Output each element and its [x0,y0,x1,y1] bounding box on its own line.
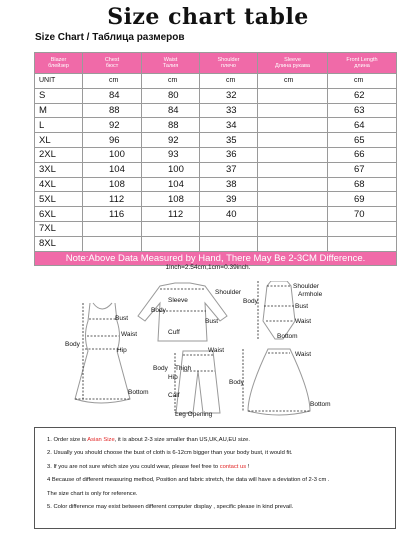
value-cell: 104 [142,177,200,192]
header-cell: Front Length длина [328,53,397,74]
diagram-label: Bust [115,315,129,322]
table-row [35,118,397,133]
value-cell: 108 [142,192,200,207]
size-cell: XL [35,133,83,148]
size-cell: 3XL [35,162,83,177]
value-cell: 38 [200,177,258,192]
value-cell [258,147,328,162]
note-1: 1. Order size is Asian Size, it is about 2-3 size smaller than US,UK,AU,EU size. [47,437,250,443]
unit-cell: cm [83,74,142,89]
value-cell: 64 [328,118,397,133]
unit-cell: cm [258,74,328,89]
value-cell [258,88,328,103]
diagram-label: Calf [168,392,180,399]
value-cell: 92 [142,133,200,148]
diagram-label: Bust [205,318,219,325]
value-cell: 116 [83,207,142,222]
value-cell [83,221,142,236]
diagram-label: Body [229,379,244,386]
value-cell: 70 [328,207,397,222]
diagram-label: Sleeve [168,297,188,304]
size-cell: 8XL [35,236,83,251]
size-cell: 4XL [35,177,83,192]
diagram-label: Bottom [128,389,149,396]
size-cell: M [35,103,83,118]
size-cell: L [35,118,83,133]
diagram-label: Waist [121,331,138,338]
diagram-label: Body [65,341,80,348]
conversion-text: 1inch=2.54cm,1cm=0.39inch. [165,264,251,271]
diagram-label: Leg Opening [175,411,213,418]
table-row [35,133,397,148]
diagram-label: Hip [168,374,178,381]
value-cell: 92 [83,118,142,133]
value-cell [258,221,328,236]
measurement-diagrams [55,281,375,421]
diagram-label: Waist [208,347,225,354]
diagram-label: Shoulder [215,289,242,296]
value-cell: 65 [328,133,397,148]
size-table [34,52,397,266]
table-row [35,88,397,103]
value-cell [258,192,328,207]
value-cell: 104 [83,162,142,177]
header-cell: Blazer блейзер [35,53,83,74]
value-cell: 37 [200,162,258,177]
value-cell [258,207,328,222]
size-cell: 2XL [35,147,83,162]
header-cell: Sleeve Длина рукава [258,53,328,74]
value-cell: 66 [328,147,397,162]
note-2: 2. Usually you should choose the bust of cloth is 6-12cm bigger than your body bust, it would fit. [47,450,293,457]
value-cell: 80 [142,88,200,103]
value-cell: 67 [328,162,397,177]
notes-box [34,427,396,529]
page-subtitle: Size Chart / Таблица размеров [35,32,185,43]
table-row [35,192,397,207]
diagram-label: Shoulder [293,283,320,290]
value-cell: 62 [328,88,397,103]
diagram-label: Waist [295,318,312,325]
unit-row [35,74,397,89]
value-cell: 32 [200,88,258,103]
table-row [35,236,397,251]
unit-cell: cm [200,74,258,89]
unit-cell: cm [142,74,200,89]
value-cell [142,236,200,251]
value-cell [258,118,328,133]
diagram-label: Body [153,365,168,372]
measurement-note: Note:Above Data Measured by Hand, There May Be 2-3CM Difference. [35,251,397,266]
diagram-label: Bust [295,303,309,310]
diagram-label: Body [243,298,258,305]
value-cell [258,236,328,251]
header-cell: Waist Талия [142,53,200,74]
value-cell: 93 [142,147,200,162]
value-cell [83,236,142,251]
diagram-label: Hip [117,347,127,354]
table-header-row [35,53,397,74]
diagram-label: Bottom [310,401,331,408]
value-cell: 88 [83,103,142,118]
diagram-label: Thigh [175,365,192,372]
value-cell [328,221,397,236]
table-row [35,177,397,192]
value-cell: 88 [142,118,200,133]
page-title: Size chart table [107,4,309,30]
diagram-label: Armhole [298,291,323,298]
value-cell [258,103,328,118]
note-4b: The size chart is only for reference. [47,490,138,497]
value-cell: 112 [83,192,142,207]
table-row [35,221,397,236]
table-row [35,162,397,177]
unit-cell: cm [328,74,397,89]
value-cell: 108 [83,177,142,192]
value-cell: 68 [328,177,397,192]
header-cell: Shoulder плечо [200,53,258,74]
value-cell: 36 [200,147,258,162]
value-cell: 84 [142,103,200,118]
value-cell: 100 [142,162,200,177]
value-cell: 84 [83,88,142,103]
note-3: 3. If you are not sure which size you could wear, please feel free to contact us ! [47,463,250,470]
value-cell [200,221,258,236]
diagram-label: Waist [295,351,312,358]
header-cell: Chest бюст [83,53,142,74]
value-cell [142,221,200,236]
value-cell [258,177,328,192]
value-cell: 33 [200,103,258,118]
unit-cell: UNIT [35,74,83,89]
value-cell [328,236,397,251]
table-row [35,147,397,162]
value-cell: 40 [200,207,258,222]
value-cell [200,236,258,251]
diagram-label: Cuff [168,329,180,336]
note-5: 5. Color difference may exist between different computer display , specific please in kind prevail. [47,504,294,511]
value-cell: 39 [200,192,258,207]
value-cell: 69 [328,192,397,207]
value-cell: 35 [200,133,258,148]
value-cell: 112 [142,207,200,222]
value-cell: 63 [328,103,397,118]
table-row [35,103,397,118]
value-cell: 96 [83,133,142,148]
size-cell: 6XL [35,207,83,222]
value-cell: 34 [200,118,258,133]
size-cell: 5XL [35,192,83,207]
note-4: 4 Because of different measuring method, Position and fabric stretch, the data will have a deviation of 2-3 cm . [47,477,330,484]
table-row [35,207,397,222]
size-cell: 7XL [35,221,83,236]
diagram-label: Body [151,307,166,314]
value-cell [258,133,328,148]
value-cell: 100 [83,147,142,162]
diagram-label: Bottom [277,333,298,340]
value-cell [258,162,328,177]
size-cell: S [35,88,83,103]
